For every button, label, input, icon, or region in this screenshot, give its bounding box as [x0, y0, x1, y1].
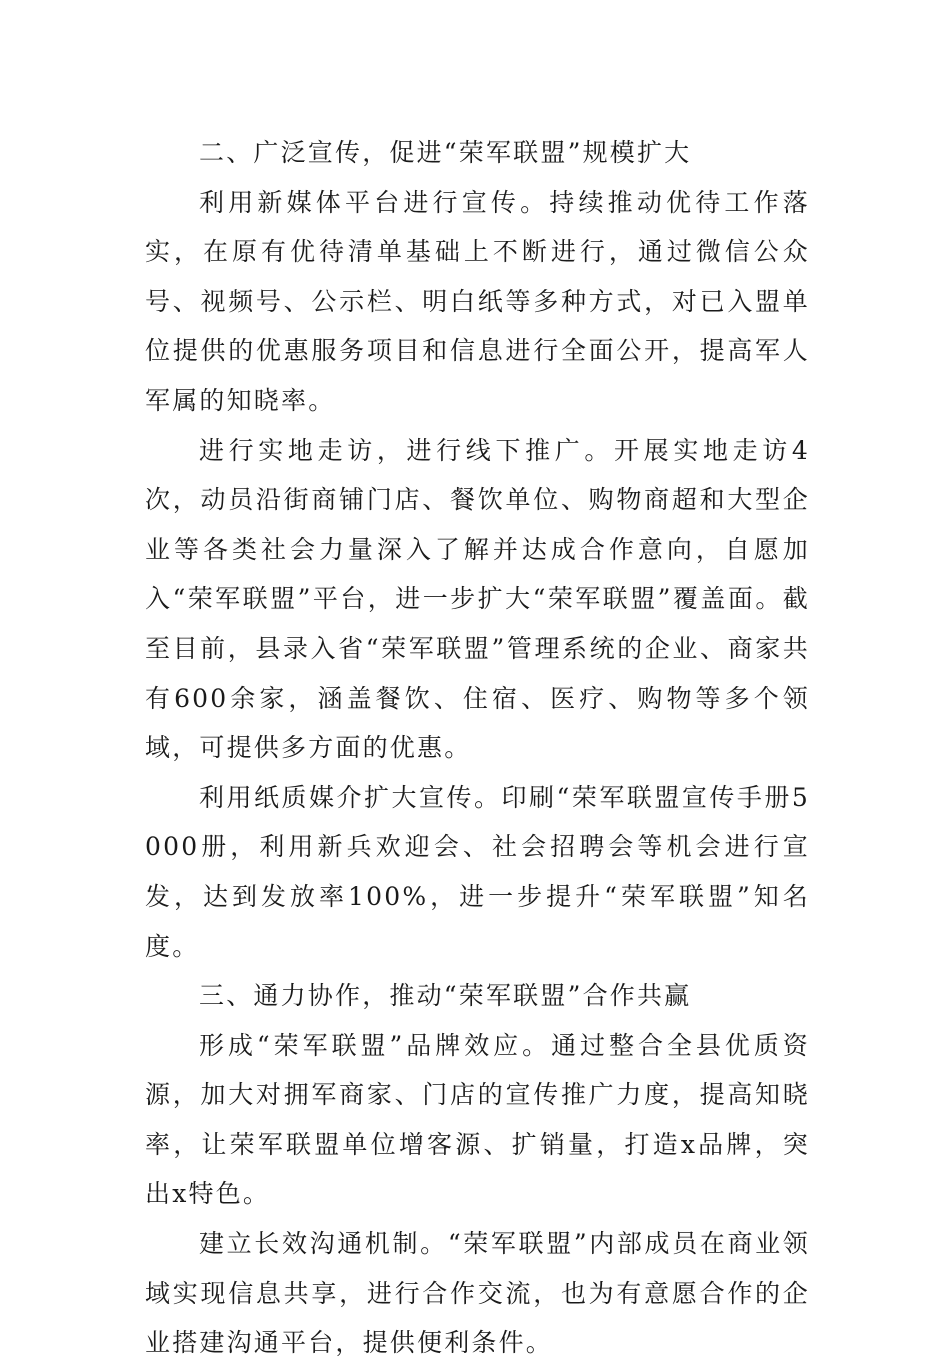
paragraph-new-media: 利用新媒体平台进行宣传。持续推动优待工作落实，在原有优待清单基础上不断进行，通过微信公众号、视频号、公示栏、明白纸等多种方式，对已入盟单位提供的优惠服务项目和信息进行全面公开，提高军人军属的知晓率。	[145, 187, 810, 415]
section-heading-3: 三、通力协作，推动“荣军联盟”合作共赢	[199, 981, 692, 1011]
document-body	[145, 128, 810, 1368]
paragraph-brand-effect: 形成“荣军联盟”品牌效应。通过整合全县优质资源，加大对拥军商家、门店的宣传推广力度，提高知晓率，让荣军联盟单位增客源、扩销量，打造x品牌，突出x特色。	[145, 1030, 810, 1209]
paragraph-communication-mechanism: 建立长效沟通机制。“荣军联盟”内部成员在商业领域实现信息共享，进行合作交流，也为有意愿合作的企业搭建沟通平台，提供便利条件。	[145, 1229, 810, 1358]
section-heading-2: 二、广泛宣传，促进“荣军联盟”规模扩大	[199, 138, 692, 167]
paragraph-field-visits: 进行实地走访，进行线下推广。开展实地走访4次，动员沿街商铺门店、餐饮单位、购物商超和大型企业等各类社会力量深入了解并达成合作意向，自愿加入“荣军联盟”平台，进一步扩大“荣军联盟”覆盖面。截至目前，县录入省“荣军联盟”管理系统的企业、商家共有600余家，涵盖餐饮、住宿、医疗、购物等多个领域，可提供多方面的优惠。	[145, 435, 810, 763]
paragraph-print-media: 利用纸质媒介扩大宣传。印刷“荣军联盟宣传手册5000册，利用新兵欢迎会、社会招聘会等机会进行宣发，达到发放率100%，进一步提升“荣军联盟”知名度。	[145, 782, 810, 961]
